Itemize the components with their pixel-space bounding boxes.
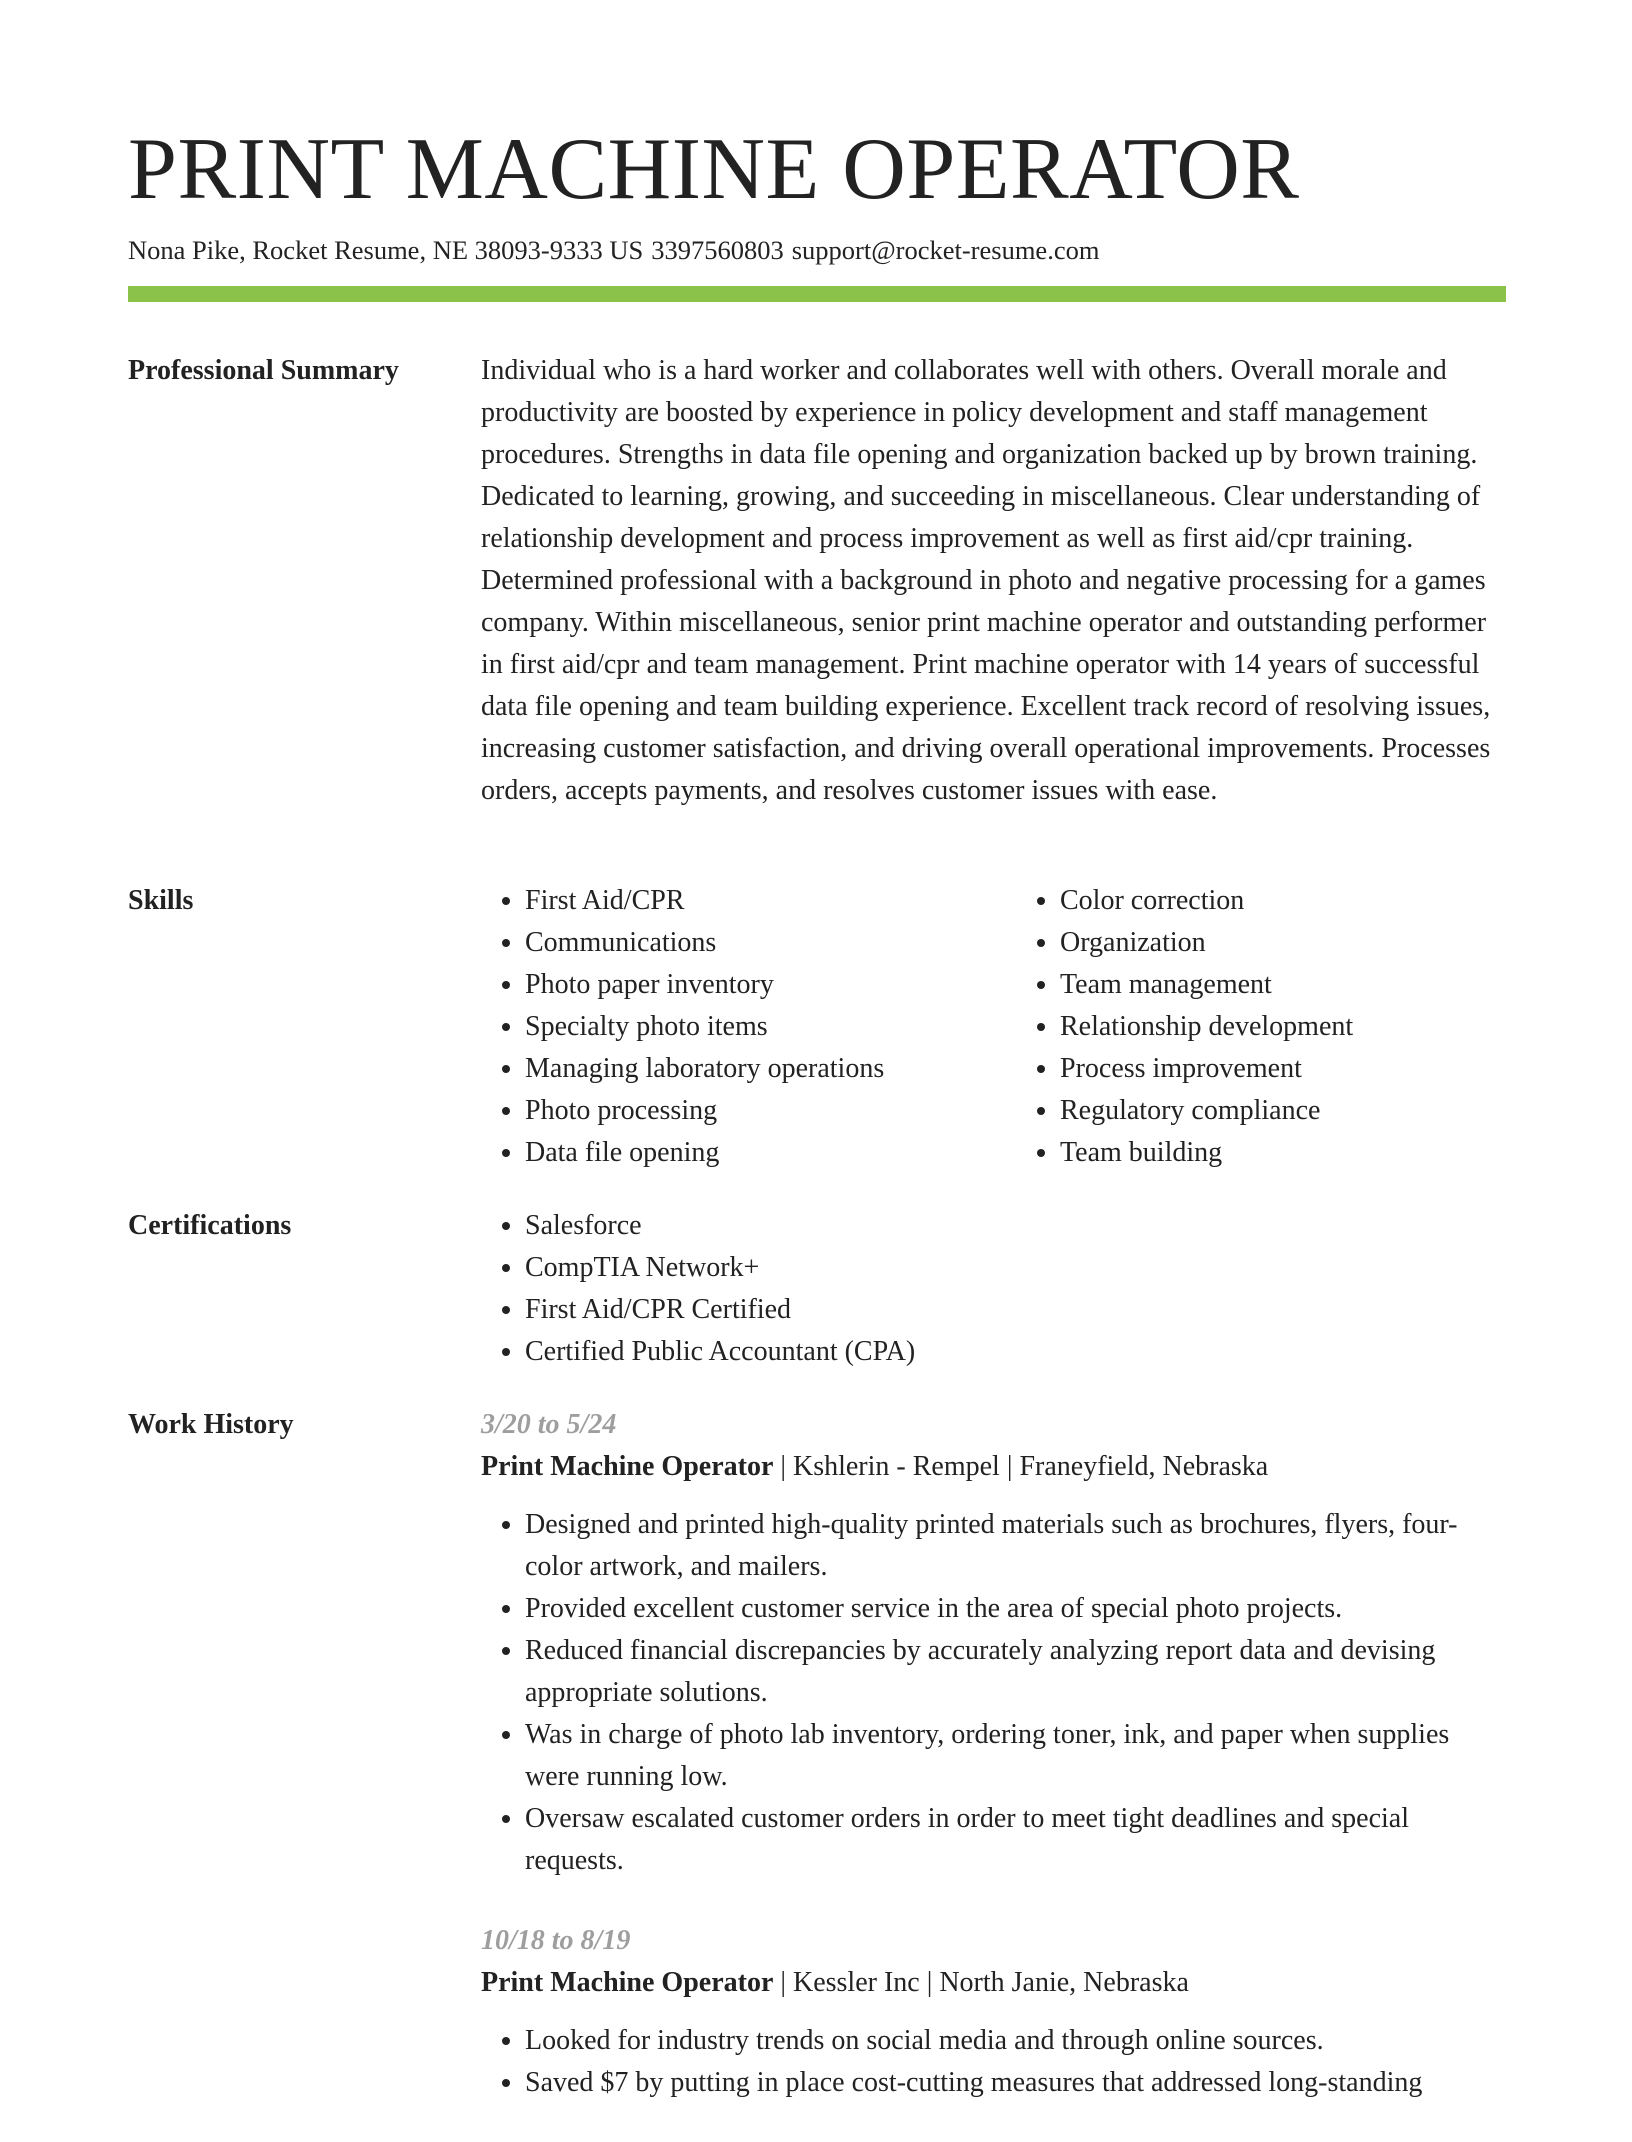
skill-item: • Photo processing [525,1090,971,1132]
contact-email: support@rocket-resume.com [791,235,1100,265]
job-dates: 3/20 to 5/24 [481,1409,617,1440]
certification-item: • Certified Public Accountant (CPA) [525,1331,1506,1373]
skill-item: • Team building [1060,1132,1506,1174]
summary-text: Individual who is a hard worker and collaborates well with others. Overall morale and productivity are boosted by experience in policy development and staff management procedures. Strengths in data file opening and organization backed up by brown training. Dedicated to learning, growing, and succeeding in miscellaneous. Clear understanding of relationship development and process improvement as well as first aid/cpr training. Determined professional with a background in photo and negative processing for a games company. Within miscellaneous, senior print machine operator and outstanding performer in first aid/cpr and team management. Print machine operator with 14 years of successful data file opening and team building experience. Excellent track record of resolving issues, increasing customer satisfaction, and driving overall operational improvements. Processes orders, accepts payments, and resolves customer issues with ease. [481,355,1491,806]
job-separator: | [1006,1451,1020,1482]
certifications-list [481,1205,1506,1373]
skill-item: • Regulatory compliance [1060,1090,1506,1132]
job-company: Kessler Inc [792,1967,920,1998]
job-location: North Janie, Nebraska [939,1967,1189,1998]
skill-item: • Communications [525,922,971,964]
resume-title: PRINT MACHINE OPERATOR [128,121,1300,218]
skills-heading: Skills [128,885,194,916]
job-bullets [481,1504,1506,1882]
skill-item: • Managing laboratory operations [525,1048,971,1090]
job-location: Franeyfield, Nebraska [1019,1451,1269,1482]
summary-body [481,350,1506,812]
skill-item: • Color correction [1060,880,1506,922]
skills-list-right [1016,880,1506,1174]
skill-item: • Organization [1060,922,1506,964]
job-bullet: • Reduced financial discrepancies by accurately analyzing report data and devising appropriate solutions. [525,1630,1506,1714]
job-separator: | [926,1967,940,1998]
job-bullet: • Oversaw escalated customer orders in order to meet tight deadlines and special requests. [525,1798,1506,1882]
job-title: Print Machine Operator [481,1451,774,1482]
contact-line [128,232,1099,268]
job-entry [481,1920,1506,2104]
job-bullets [481,2020,1506,2104]
certification-item: • First Aid/CPR Certified [525,1289,1506,1331]
work-history-body [481,1404,1506,2142]
job-company: Kshlerin - Rempel [792,1451,1000,1482]
contact-phone: 3397560803 [651,235,784,265]
job-dates: 10/18 to 8/19 [481,1925,631,1956]
skill-item: • Photo paper inventory [525,964,971,1006]
job-bullet: • Saved $7 by putting in place cost-cutting measures that addressed long-standing [525,2062,1506,2104]
job-heading [481,1962,1506,2004]
job-entry [481,1404,1506,1882]
work-history-heading: Work History [128,1409,294,1440]
summary-heading: Professional Summary [128,355,399,386]
job-bullet: • Looked for industry trends on social media and through online sources. [525,2020,1506,2062]
certifications-heading: Certifications [128,1210,292,1241]
skill-item: • Relationship development [1060,1006,1506,1048]
certification-item: • Salesforce [525,1205,1506,1247]
job-title: Print Machine Operator [481,1967,774,1998]
certifications-body [481,1205,1506,1373]
job-heading [481,1446,1506,1488]
contact-address: Nona Pike, Rocket Resume, NE 38093-9333 US [128,235,644,265]
skill-item: • Team management [1060,964,1506,1006]
job-bullet: • Designed and printed high-quality printed materials such as brochures, flyers, four-color artwork, and mailers. [525,1504,1506,1588]
skill-item: • Process improvement [1060,1048,1506,1090]
job-separator: | [780,1967,793,1998]
job-separator: | [780,1451,793,1482]
skills-body [481,880,1506,1174]
skills-list-left [481,880,971,1174]
skill-item: • Specialty photo items [525,1006,971,1048]
skill-item: • Data file opening [525,1132,971,1174]
job-bullet: • Provided excellent customer service in the area of special photo projects. [525,1588,1506,1630]
job-bullet: • Was in charge of photo lab inventory, ordering toner, ink, and paper when supplies were running low. [525,1714,1506,1798]
certification-item: • CompTIA Network+ [525,1247,1506,1289]
skill-item: • First Aid/CPR [525,880,971,922]
accent-divider [128,286,1506,302]
